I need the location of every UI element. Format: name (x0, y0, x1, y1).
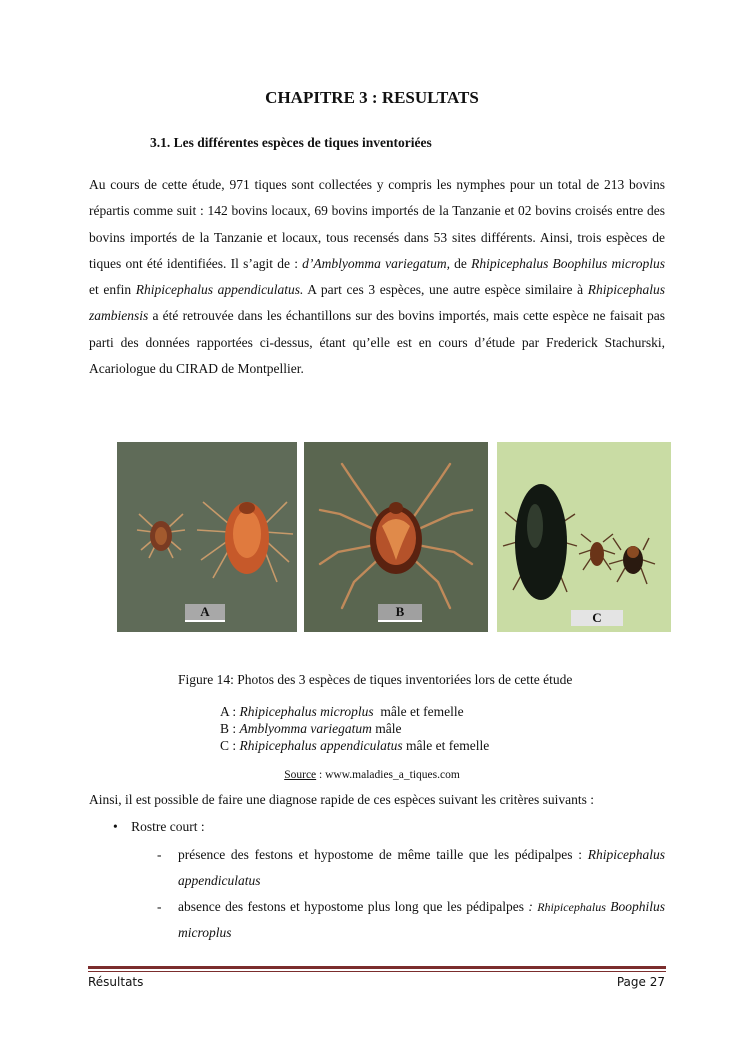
species-name: Rhipicephalus zambiensis (89, 282, 665, 324)
bullet-symbol: • (113, 819, 118, 834)
photo-label-b: B (378, 604, 422, 622)
paragraph-text: Au cours de cette étude, 971 tiques sont collectées y compris les nymphes pour un total de 213 bovins répartis comme suit : 142 bovins locaux, 69 bovins importés de la Tanzanie et 02 bovins croisés entre des bovins importés de la Tanzanie et locaux, tous recensés dans 53 sites différents. Ainsi, trois espèces de tiques ont été identifiées. Il s’agit de : (89, 177, 665, 271)
footer-page-number: Page 27 (616, 975, 665, 989)
legend-prefix: B : (220, 721, 240, 736)
species-name: Rhipicephalus appendiculatus. (135, 282, 304, 298)
section-title: 3.1. Les différentes espèces de tiques inventoriées (150, 135, 432, 150)
legend-prefix: C : (220, 738, 240, 753)
criterion-description: présence des festons et hypostome de même taille que les pédipalpes : (178, 847, 588, 862)
species-name: d’Amblyomma variegatum, (302, 255, 450, 271)
legend-suffix: mâle et femelle (373, 704, 464, 719)
source-label: Source (284, 769, 317, 781)
species-name: Amblyomma variegatum (239, 721, 372, 736)
species-name: Boophilus microplus (178, 899, 666, 940)
legend-suffix: mâle (371, 721, 402, 736)
footer-section: Résultats (88, 975, 144, 989)
bullet-item (113, 819, 205, 835)
paragraph-text: A part ces 3 espèces, une autre espèce similaire à (303, 282, 588, 298)
legend-item (220, 737, 489, 754)
body-paragraph (89, 172, 665, 382)
bullet-label: Rostre court : (131, 819, 205, 834)
figure-caption: Figure 14: Photos des 3 espèces de tiques inventoriées lors de cette étude (178, 672, 573, 687)
source-text: : www.maladies_a_tiques.com (316, 769, 460, 781)
figure-source (0, 769, 744, 781)
criterion-item (157, 842, 665, 894)
criterion-text (178, 842, 665, 894)
tick-photo-c (497, 442, 671, 632)
tick-photo-b (304, 442, 488, 632)
legend-prefix: A : (220, 704, 240, 719)
photo-label-a: A (185, 604, 225, 622)
criterion-colon: : (528, 899, 538, 914)
legend-suffix: mâle et femelle (402, 738, 490, 753)
chapter-title: CHAPITRE 3 : RESULTATS (265, 88, 479, 107)
paragraph-text: de (449, 255, 472, 271)
legend-item (220, 703, 489, 720)
footer-rule-thin (88, 971, 666, 972)
criterion-description: absence des festons et hypostome plus long que les pédipalpes (178, 899, 529, 914)
species-name: Rhipicephalus appendiculatus (239, 738, 403, 753)
legend-item (220, 720, 489, 737)
footer-rule (88, 966, 666, 969)
criterion-item (157, 894, 665, 946)
diagnosis-intro: Ainsi, il est possible de faire une diagnose rapide de ces espèces suivant les critères suivants : (89, 792, 594, 807)
figure-legend (220, 703, 489, 754)
species-name: Rhipicephalus Boophilus microplus (471, 255, 665, 271)
paragraph-text: et enfin (89, 282, 136, 298)
species-name: Rhipicephalus microplus (239, 704, 374, 719)
species-name: Rhipicephalus (537, 900, 606, 914)
dash-symbol: - (157, 847, 162, 862)
criterion-text (178, 894, 665, 946)
tick-photo-a (117, 442, 297, 632)
species-name: Rhipicephalus appendiculatus (178, 847, 665, 888)
paragraph-text: a été retrouvée dans les échantillons sur des bovins importés, mais cette espèce ne faisait pas parti des données rapportées ci-dessus, étant qu’elle est en cours d’étude par Frederick Stachurski, Acariologue du CIRAD de Montpellier. (89, 308, 665, 377)
dash-symbol: - (157, 899, 162, 914)
photo-label-c: C (571, 610, 623, 626)
tick-illustration (497, 442, 671, 632)
